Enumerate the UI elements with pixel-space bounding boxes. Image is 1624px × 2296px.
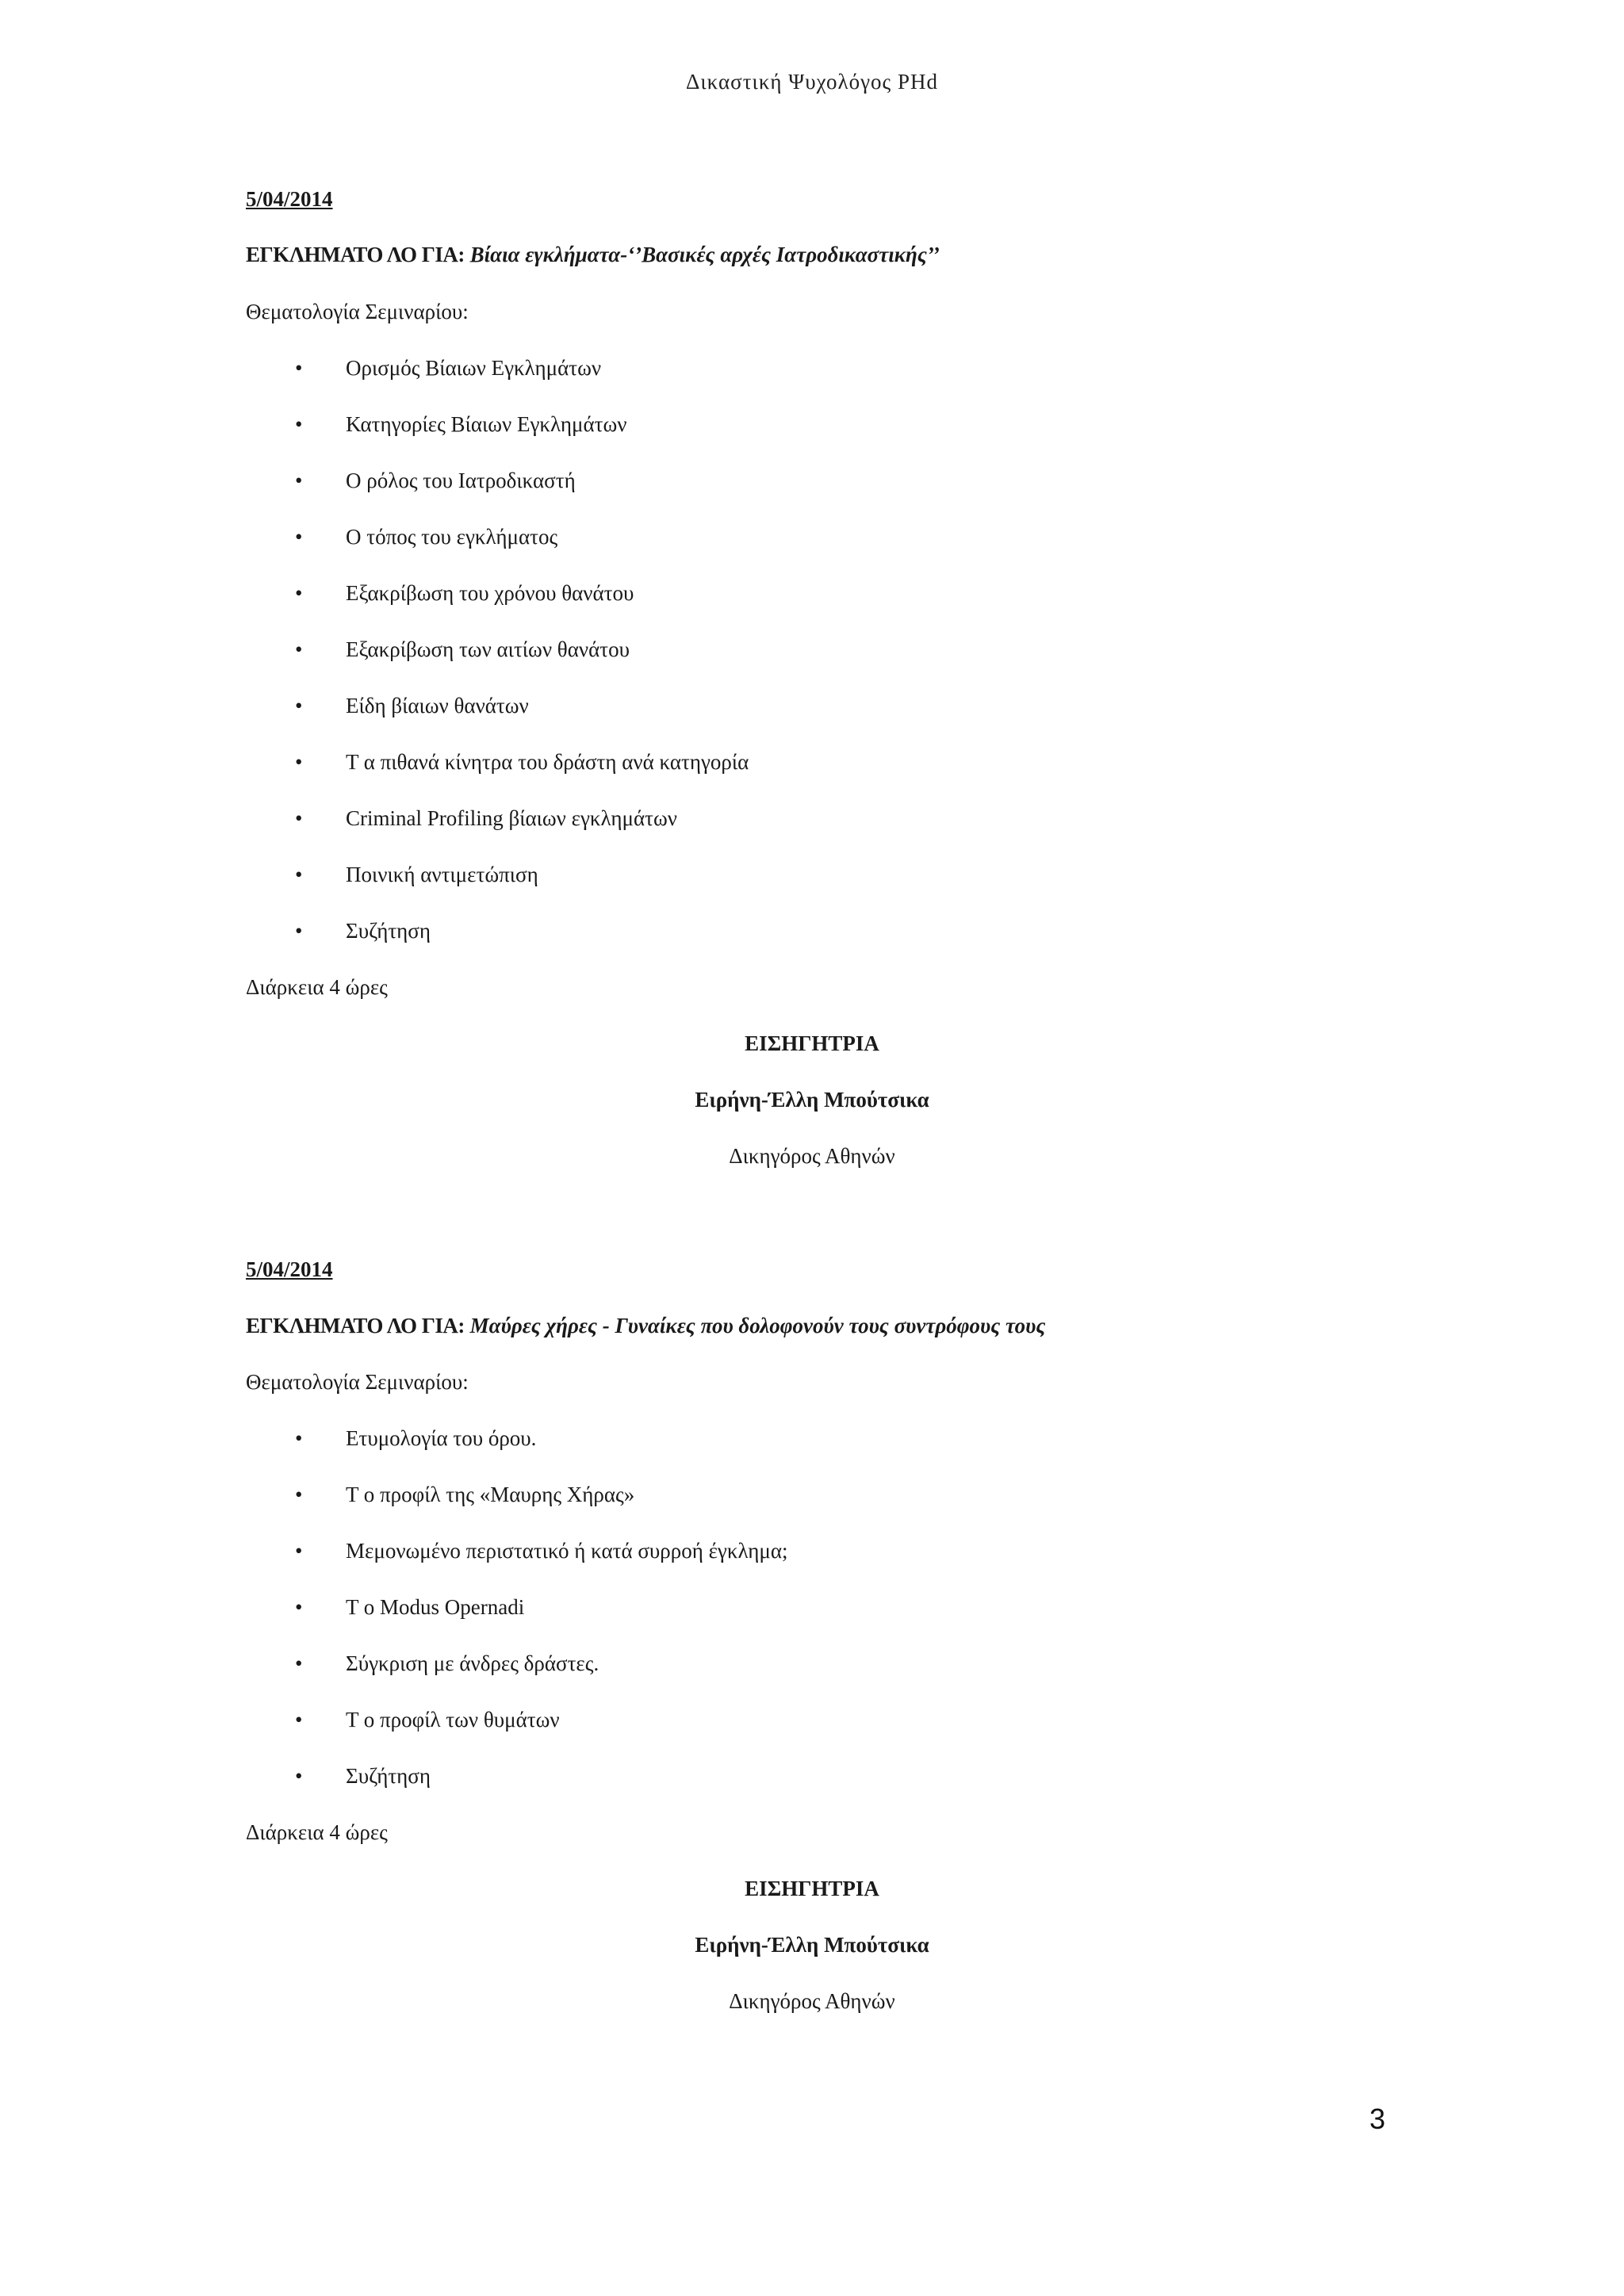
- bullet-icon: •: [295, 412, 303, 436]
- bullet-icon: •: [295, 806, 303, 830]
- seminar-topic: [246, 243, 940, 267]
- speaker-role: ΕΙΣΗΓΗΤΡΙΑ: [745, 1877, 879, 1900]
- bullet-icon: •: [295, 637, 303, 661]
- speaker-name: Ειρήνη-Έλλη Μπούτσικα: [695, 1088, 929, 1112]
- bullet-icon: •: [295, 469, 303, 492]
- speaker-title: Δικηγόρος Αθηνών: [729, 1144, 895, 1168]
- seminar-topic: [246, 1314, 1045, 1338]
- speaker-title: Δικηγόρος Αθηνών: [729, 1989, 895, 2013]
- topic-title: Βίαια εγκλήματα-‘’Βασικές αρχές Ιατροδικαστικής’’: [469, 243, 940, 266]
- topics-subheading: Θεματολογία Σεμιναρίου:: [246, 1370, 469, 1394]
- bullet-icon: •: [295, 694, 303, 718]
- bullet-icon: •: [295, 863, 303, 886]
- bullet-icon: •: [295, 1426, 303, 1450]
- seminar-date: 5/04/2014: [246, 1257, 333, 1281]
- bullet-icon: •: [295, 581, 303, 605]
- seminar-duration: Διάρκεια 4 ώρες: [246, 1820, 388, 1844]
- bullet-icon: •: [295, 1764, 303, 1788]
- bullet-icon: •: [295, 1595, 303, 1619]
- bullet-icon: •: [295, 750, 303, 774]
- bullet-icon: •: [295, 1651, 303, 1675]
- speaker-role: ΕΙΣΗΓΗΤΡΙΑ: [745, 1031, 879, 1055]
- bullet-icon: •: [295, 1483, 303, 1506]
- seminar-date: 5/04/2014: [246, 187, 333, 211]
- topic-label: ΕΓΚΛΗΜΑΤΟ ΛΟ ΓΙΑ:: [246, 243, 465, 266]
- bullet-icon: •: [295, 1708, 303, 1732]
- speaker-name: Ειρήνη-Έλλη Μπούτσικα: [695, 1933, 929, 1957]
- topics-subheading: Θεματολογία Σεμιναρίου:: [246, 300, 469, 323]
- page-header: Δικαστική Ψυχολόγος PHd: [686, 70, 938, 94]
- seminar-duration: Διάρκεια 4 ώρες: [246, 975, 388, 999]
- topic-label: ΕΓΚΛΗΜΑΤΟ ΛΟ ΓΙΑ:: [246, 1314, 465, 1337]
- bullet-icon: •: [295, 919, 303, 943]
- topic-title: Μαύρες χήρες - Γυναίκες που δολοφονούν τους συντρόφους τους: [469, 1314, 1046, 1337]
- bullet-icon: •: [295, 356, 303, 380]
- page-number: 3: [1369, 2103, 1386, 2135]
- bullet-icon: •: [295, 525, 303, 549]
- bullet-icon: •: [295, 1539, 303, 1563]
